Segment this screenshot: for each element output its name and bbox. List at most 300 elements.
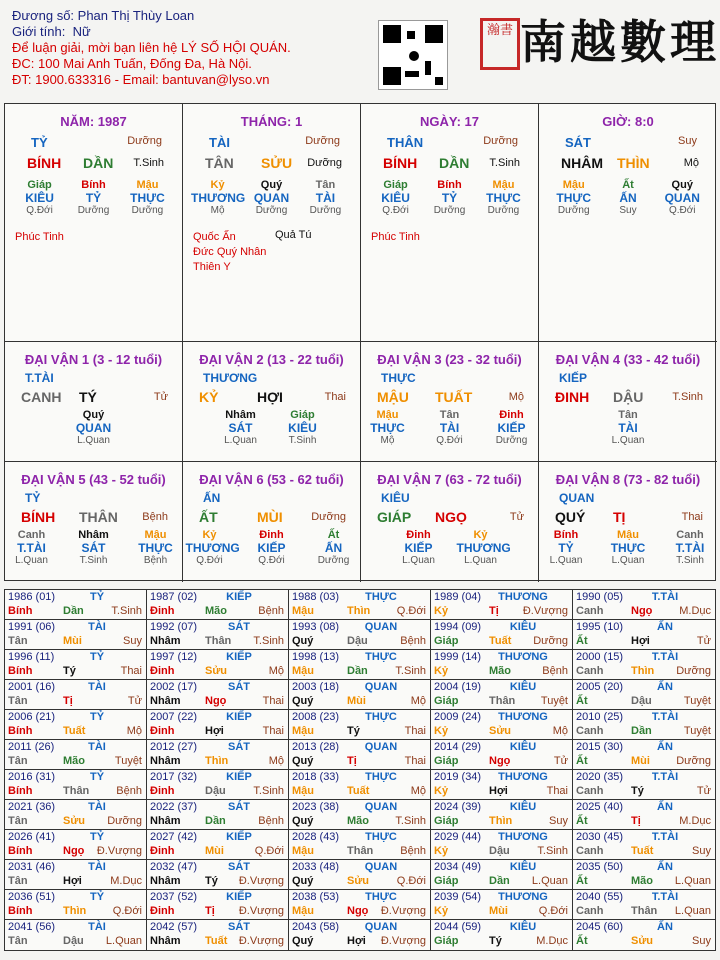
dai-van-hidden: Canh	[17, 529, 46, 541]
dai-van-hidden: Tân	[618, 409, 638, 421]
year-label: 2019 (34)	[434, 771, 482, 783]
dai-van-hidden: Ất	[327, 529, 340, 541]
year-god: THỰC	[365, 771, 397, 783]
year-god: TỶ	[89, 711, 105, 723]
year-can: Quý	[292, 935, 314, 947]
year-cell	[147, 590, 289, 619]
dai-van-title: ĐẠI VẬN 1 (3 - 12 tuổi)	[24, 352, 163, 367]
year-stage: Q.Đới	[396, 875, 426, 887]
year-chi: Mão	[347, 815, 369, 827]
year-stage: Bệnh	[116, 785, 142, 797]
qr-code-icon[interactable]	[378, 20, 448, 90]
dai-van-hidden: Bính	[553, 529, 579, 541]
year-god: KIẾP	[226, 651, 252, 663]
year-stage: Bệnh	[400, 635, 426, 647]
year-can: Đinh	[150, 785, 175, 797]
year-chi: Tị	[631, 815, 641, 827]
year-god: SÁT	[228, 621, 250, 633]
pillar-stage: Dưỡng	[127, 135, 162, 147]
year-label: 2016 (31)	[8, 771, 56, 783]
dai-van-title: ĐẠI VẬN 4 (33 - 42 tuổi)	[555, 352, 701, 367]
year-god: T.TÀI	[651, 711, 679, 723]
year-cell	[147, 800, 289, 829]
year-label: 2036 (51)	[8, 891, 56, 903]
pillar-god: TỶ	[31, 135, 48, 150]
year-stage: Đ.Vượng	[238, 935, 284, 947]
dai-van-hidden: Đinh	[259, 529, 284, 541]
year-row	[5, 800, 715, 830]
year-cell	[147, 710, 289, 739]
dai-van-title: ĐẠI VẬN 3 (23 - 32 tuổi)	[377, 352, 522, 367]
pillar-chi-stage: Mộ	[683, 157, 699, 169]
year-cell	[5, 830, 147, 859]
dai-van-can: KỶ	[199, 389, 219, 405]
pillar-stage: Dưỡng	[305, 135, 340, 147]
year-label: 1989 (04)	[434, 591, 482, 603]
dai-van-hidden: Đinh	[499, 409, 524, 421]
year-chi: Mùi	[63, 635, 82, 647]
year-can: Kỷ	[434, 845, 449, 857]
dai-van-hidden: L.Quan	[611, 555, 645, 566]
year-can: Tân	[8, 755, 28, 767]
dai-van-hidden: Q.Đới	[258, 555, 285, 566]
year-label: 2020 (35)	[576, 771, 624, 783]
year-cell	[147, 890, 289, 919]
contact-note: Để luận giải, mời bạn liên hệ LÝ SỐ HỘI QUÁN.	[12, 40, 291, 55]
star-label: Quốc Ấn	[193, 231, 236, 243]
year-cell	[147, 770, 289, 799]
dai-van-hidden: TÀI	[439, 421, 460, 435]
year-can: Kỷ	[434, 725, 449, 737]
year-row	[5, 680, 715, 710]
year-can: Ất	[576, 815, 588, 827]
year-cell	[147, 680, 289, 709]
year-god: KIẾP	[226, 711, 252, 723]
year-chi: Hợi	[631, 635, 650, 647]
year-stage: Q.Đới	[538, 905, 568, 917]
year-label: 2042 (57)	[150, 921, 198, 933]
year-god: KIẾP	[226, 591, 252, 603]
year-god: TÀI	[88, 801, 106, 813]
year-label: 2011 (26)	[8, 741, 55, 753]
address: ĐC: 100 Mai Anh Tuấn, Đống Đa, Hà Nội.	[12, 56, 252, 71]
dai-van-hidden: T.TÀI	[675, 541, 705, 555]
year-god: THỰC	[365, 591, 397, 603]
year-god: SÁT	[228, 681, 250, 693]
dai-van-hidden: Nhâm	[78, 529, 109, 541]
dai-van-cell	[5, 462, 183, 582]
year-god: TỶ	[89, 771, 105, 783]
year-god: KIÊU	[509, 801, 537, 813]
dai-van-hidden: QUAN	[75, 421, 112, 435]
dai-van-stage: Dưỡng	[311, 511, 346, 523]
year-label: 2012 (27)	[150, 741, 198, 753]
year-label: 2002 (17)	[150, 681, 198, 693]
dai-van-stage: T.Sinh	[672, 391, 703, 403]
year-label: 2013 (28)	[292, 741, 340, 753]
year-label: 2038 (53)	[292, 891, 340, 903]
year-god: THỰC	[365, 711, 397, 723]
dai-van-title: ĐẠI VẬN 8 (73 - 82 tuổi)	[555, 472, 701, 487]
hidden-stem: Q.Đới	[382, 205, 409, 216]
year-cell	[289, 590, 431, 619]
year-can: Canh	[576, 605, 604, 617]
year-god: QUAN	[364, 921, 398, 933]
year-can: Ất	[576, 755, 588, 767]
year-chi: Mùi	[489, 905, 508, 917]
dai-van-hidden: T.TÀI	[17, 541, 46, 555]
year-label: 2001 (16)	[8, 681, 56, 693]
year-chi: Ngọ	[489, 755, 511, 767]
pillar-title: NGÀY: 17	[420, 114, 479, 129]
dai-van-hidden: KIẾP	[404, 541, 433, 555]
year-can: Bính	[8, 725, 33, 737]
year-cell	[431, 770, 573, 799]
year-chi: Tuất	[631, 845, 654, 857]
dai-van-chi: MÙI	[257, 509, 283, 525]
dai-van-cell	[539, 342, 717, 462]
pillar-chi-stage: Dưỡng	[307, 157, 342, 169]
dai-van-god: T.TÀI	[25, 371, 54, 385]
dai-van-hidden: Giáp	[290, 409, 315, 421]
pillar-chi-stage: T.Sinh	[489, 157, 520, 169]
year-label: 1986 (01)	[8, 591, 56, 603]
hidden-stem: Bính	[437, 179, 462, 191]
year-chi: Dần	[63, 605, 84, 617]
year-chi: Sửu	[63, 815, 86, 827]
pillar-stage: Dưỡng	[483, 135, 518, 147]
hidden-stem: QUAN	[664, 191, 700, 205]
year-can: Giáp	[434, 755, 459, 767]
year-god: THƯƠNG	[498, 771, 548, 783]
year-stage: Thai	[546, 785, 568, 797]
year-row	[5, 860, 715, 890]
year-cell	[289, 740, 431, 769]
year-cell	[573, 680, 715, 709]
year-stage: Dưỡng	[676, 665, 711, 677]
dai-van-cell	[183, 462, 361, 582]
year-cell	[5, 860, 147, 889]
year-chi: Tị	[205, 905, 215, 917]
year-can: Tân	[8, 875, 28, 887]
dai-van-hidden: Mộ	[380, 435, 395, 446]
year-cell	[289, 890, 431, 919]
dai-van-hidden: T.Sinh	[676, 555, 704, 566]
year-cell	[289, 680, 431, 709]
year-chi: Mão	[489, 665, 511, 677]
star-label: Phúc Tinh	[371, 231, 420, 243]
year-can: Canh	[576, 785, 604, 797]
year-can: Bính	[8, 845, 33, 857]
year-row	[5, 710, 715, 740]
hidden-stem: Giáp	[383, 179, 408, 191]
pillar-stage: Suy	[678, 135, 697, 147]
year-can: Mậu	[292, 605, 314, 617]
pillar-cell	[361, 104, 539, 342]
pillar-chi-stage: T.Sinh	[133, 157, 164, 169]
hidden-stem: THỰC	[130, 191, 165, 205]
year-stage: Tuyệt	[114, 755, 142, 767]
dai-van-god: QUAN	[559, 491, 595, 505]
dai-van-hidden: THỰC	[370, 421, 405, 435]
year-chi: Dần	[347, 665, 368, 677]
year-chi: Tý	[489, 935, 502, 947]
year-label: 1987 (02)	[150, 591, 198, 603]
star-label: Đức Quý Nhân	[193, 246, 267, 258]
year-stage: T.Sinh	[111, 605, 142, 617]
year-stage: M.Dục	[679, 815, 711, 827]
dai-van-god: TỶ	[25, 491, 41, 505]
year-chi: Thân	[347, 845, 374, 857]
year-chi: Thân	[63, 785, 90, 797]
dai-van-title: ĐẠI VẬN 7 (63 - 72 tuổi)	[377, 472, 522, 487]
year-label: 2033 (48)	[292, 861, 340, 873]
year-god: THƯƠNG	[498, 831, 548, 843]
hidden-stem: Mộ	[210, 205, 225, 216]
gender-value: Nữ	[72, 24, 91, 39]
year-label: 2015 (30)	[576, 741, 624, 753]
dai-van-god: ẤN	[203, 491, 221, 505]
year-can: Mậu	[292, 845, 314, 857]
year-label: 2039 (54)	[434, 891, 482, 903]
year-cell	[5, 770, 147, 799]
dai-van-hidden: SÁT	[228, 421, 253, 435]
dai-van-cell	[5, 342, 183, 462]
year-stage: Tử	[127, 695, 142, 707]
dai-van-stage: Thai	[324, 391, 346, 403]
year-chi: Mùi	[347, 695, 366, 707]
hidden-stem: TỶ	[85, 191, 102, 205]
year-god: KIẾP	[226, 831, 252, 843]
year-stage: T.Sinh	[253, 635, 284, 647]
year-god: TÀI	[88, 861, 106, 873]
year-god: TỶ	[89, 591, 105, 603]
dai-van-hidden: L.Quan	[402, 555, 435, 566]
year-row	[5, 650, 715, 680]
year-can: Mậu	[292, 725, 314, 737]
year-label: 2041 (56)	[8, 921, 56, 933]
year-can: Canh	[576, 845, 604, 857]
dai-van-hidden: Đinh	[406, 529, 431, 541]
year-label: 2023 (38)	[292, 801, 340, 813]
hidden-stem: Mậu	[492, 179, 515, 191]
year-can: Tân	[8, 635, 28, 647]
year-label: 2018 (33)	[292, 771, 340, 783]
pillar-chi: SỬU	[261, 155, 293, 171]
year-god: SÁT	[228, 921, 250, 933]
dai-van-hidden: L.Quan	[611, 435, 645, 446]
year-god: KIẾP	[226, 771, 252, 783]
year-label: 2045 (60)	[576, 921, 624, 933]
year-god: ẤN	[657, 681, 673, 693]
dai-van-hidden: TÀI	[618, 421, 638, 435]
year-god: QUAN	[364, 861, 398, 873]
dai-van-stage: Bệnh	[142, 511, 168, 523]
year-god: TỶ	[89, 831, 105, 843]
year-can: Kỷ	[434, 605, 449, 617]
year-stage: Đ.Vượng	[238, 905, 284, 917]
year-label: 2040 (55)	[576, 891, 624, 903]
year-cell	[5, 590, 147, 619]
dai-van-hidden: Mậu	[376, 409, 399, 421]
year-label: 2017 (32)	[150, 771, 198, 783]
year-god: THƯƠNG	[498, 591, 548, 603]
year-cell	[289, 620, 431, 649]
dai-van-hidden: Nhâm	[225, 409, 256, 421]
dai-van-title: ĐẠI VẬN 5 (43 - 52 tuổi)	[21, 472, 166, 487]
dai-van-cell	[361, 342, 539, 462]
year-chi: Ngọ	[205, 695, 227, 707]
hidden-stem: TỶ	[441, 191, 458, 205]
year-stage: Mộ	[268, 665, 284, 677]
year-stage: Đ.Vượng	[96, 845, 142, 857]
year-stage: M.Dục	[110, 875, 142, 887]
year-stage: Đ.Vượng	[380, 905, 426, 917]
pillar-cell	[183, 104, 361, 342]
year-stage: L.Quan	[674, 875, 711, 887]
year-label: 2008 (23)	[292, 711, 340, 723]
year-label: 2007 (22)	[150, 711, 198, 723]
year-chi: Thìn	[347, 605, 371, 617]
year-chi: Dậu	[489, 845, 510, 857]
year-label: 2034 (49)	[434, 861, 482, 873]
year-stage: Dưỡng	[533, 635, 568, 647]
year-chi: Tuất	[347, 785, 370, 797]
owner-label: Đương số:	[12, 8, 75, 23]
year-god: KIÊU	[509, 681, 537, 693]
year-row	[5, 740, 715, 770]
hidden-stem: KIÊU	[381, 191, 410, 205]
pillar-chi: DẦN	[439, 155, 470, 171]
year-god: THỰC	[365, 891, 397, 903]
hidden-stem: Kỷ	[210, 179, 225, 191]
dai-van-hidden: Mậu	[617, 529, 639, 541]
year-god: TỶ	[89, 891, 105, 903]
year-chi: Tuất	[63, 725, 86, 737]
year-cell	[5, 710, 147, 739]
year-god: ẤN	[657, 861, 673, 873]
year-cell	[289, 770, 431, 799]
year-cell	[431, 710, 573, 739]
year-chi: Dậu	[63, 935, 84, 947]
phone-email: ĐT: 1900.633316 - Email: bantuvan@lyso.vn	[12, 72, 270, 87]
year-stage: Tuyệt	[540, 695, 568, 707]
year-god: QUAN	[364, 681, 398, 693]
dai-van-god: THƯƠNG	[203, 371, 258, 385]
hidden-stem: Suy	[619, 205, 637, 216]
year-cell	[289, 920, 431, 950]
year-chi: Mão	[205, 605, 227, 617]
year-stage: Tử	[696, 635, 711, 647]
year-cell	[147, 860, 289, 889]
year-cell	[289, 650, 431, 679]
year-cell	[147, 650, 289, 679]
year-god: THƯƠNG	[498, 711, 548, 723]
year-label: 1990 (05)	[576, 591, 624, 603]
year-god: KIÊU	[509, 861, 537, 873]
year-can: Quý	[292, 635, 314, 647]
dai-van-god: KIẾP	[559, 371, 588, 385]
year-cell	[573, 770, 715, 799]
pillar-title: GIỜ: 8:0	[602, 114, 654, 129]
year-god: QUAN	[364, 621, 398, 633]
pillar-god: TÀI	[209, 135, 230, 150]
dai-van-stage: Tử	[509, 511, 524, 523]
year-can: Ất	[576, 875, 588, 887]
year-chi: Hợi	[205, 725, 224, 737]
year-chi: Dần	[631, 725, 652, 737]
logo-title: 南越數理	[520, 15, 720, 69]
gender-label: Giới tính:	[12, 24, 66, 39]
year-can: Kỷ	[434, 785, 449, 797]
year-chi: Thìn	[489, 815, 513, 827]
dai-van-hidden: Q.Đới	[196, 555, 223, 566]
pillar-chi: THÌN	[617, 155, 650, 171]
year-cell	[147, 740, 289, 769]
year-stage: L.Quan	[105, 935, 142, 947]
year-stage: L.Quan	[531, 875, 568, 887]
year-cell	[431, 650, 573, 679]
year-cell	[431, 890, 573, 919]
dai-van-hidden: Tân	[439, 409, 460, 421]
pillar-can: BÍNH	[383, 155, 418, 171]
year-can: Giáp	[434, 695, 459, 707]
year-cell	[573, 800, 715, 829]
year-cell	[5, 800, 147, 829]
dai-van-chi: TỊ	[613, 509, 626, 525]
year-chi: Tý	[63, 665, 76, 677]
star-label: Thiên Y	[193, 261, 231, 273]
year-cell	[5, 890, 147, 919]
year-cell	[573, 740, 715, 769]
dai-van-chi: TÝ	[79, 389, 97, 405]
year-god: KIÊU	[509, 621, 537, 633]
year-can: Quý	[292, 875, 314, 887]
dai-van-hidden: KIẾP	[257, 541, 286, 555]
year-cell	[289, 860, 431, 889]
dai-van-hidden: TỶ	[558, 541, 574, 555]
year-label: 2006 (21)	[8, 711, 56, 723]
year-label: 2035 (50)	[576, 861, 624, 873]
year-row	[5, 770, 715, 800]
year-can: Nhâm	[150, 635, 181, 647]
year-stage: M.Dục	[679, 605, 711, 617]
year-god: SÁT	[228, 801, 250, 813]
year-cell	[431, 620, 573, 649]
dai-van-hidden: Mậu	[144, 529, 167, 541]
year-can: Nhâm	[150, 755, 181, 767]
dai-van-hidden: THỰC	[610, 541, 646, 555]
year-stage: Bệnh	[258, 605, 284, 617]
year-can: Ất	[576, 695, 588, 707]
year-stage: Suy	[123, 635, 142, 647]
dai-van-hidden: Dưỡng	[495, 435, 528, 446]
year-cell	[573, 710, 715, 739]
year-cell	[573, 830, 715, 859]
dai-van-hidden: Quý	[82, 409, 105, 421]
year-can: Bính	[8, 785, 33, 797]
year-stage: Dưỡng	[676, 755, 711, 767]
year-label: 2043 (58)	[292, 921, 340, 933]
dai-van-hidden: THƯƠNG	[185, 541, 240, 555]
year-god: ẤN	[657, 741, 673, 753]
year-label: 2027 (42)	[150, 831, 198, 843]
year-chi: Thìn	[63, 905, 87, 917]
year-can: Giáp	[434, 635, 459, 647]
dai-van-can: ẤT	[199, 509, 218, 525]
year-can: Quý	[292, 815, 314, 827]
year-chi: Dậu	[347, 635, 368, 647]
